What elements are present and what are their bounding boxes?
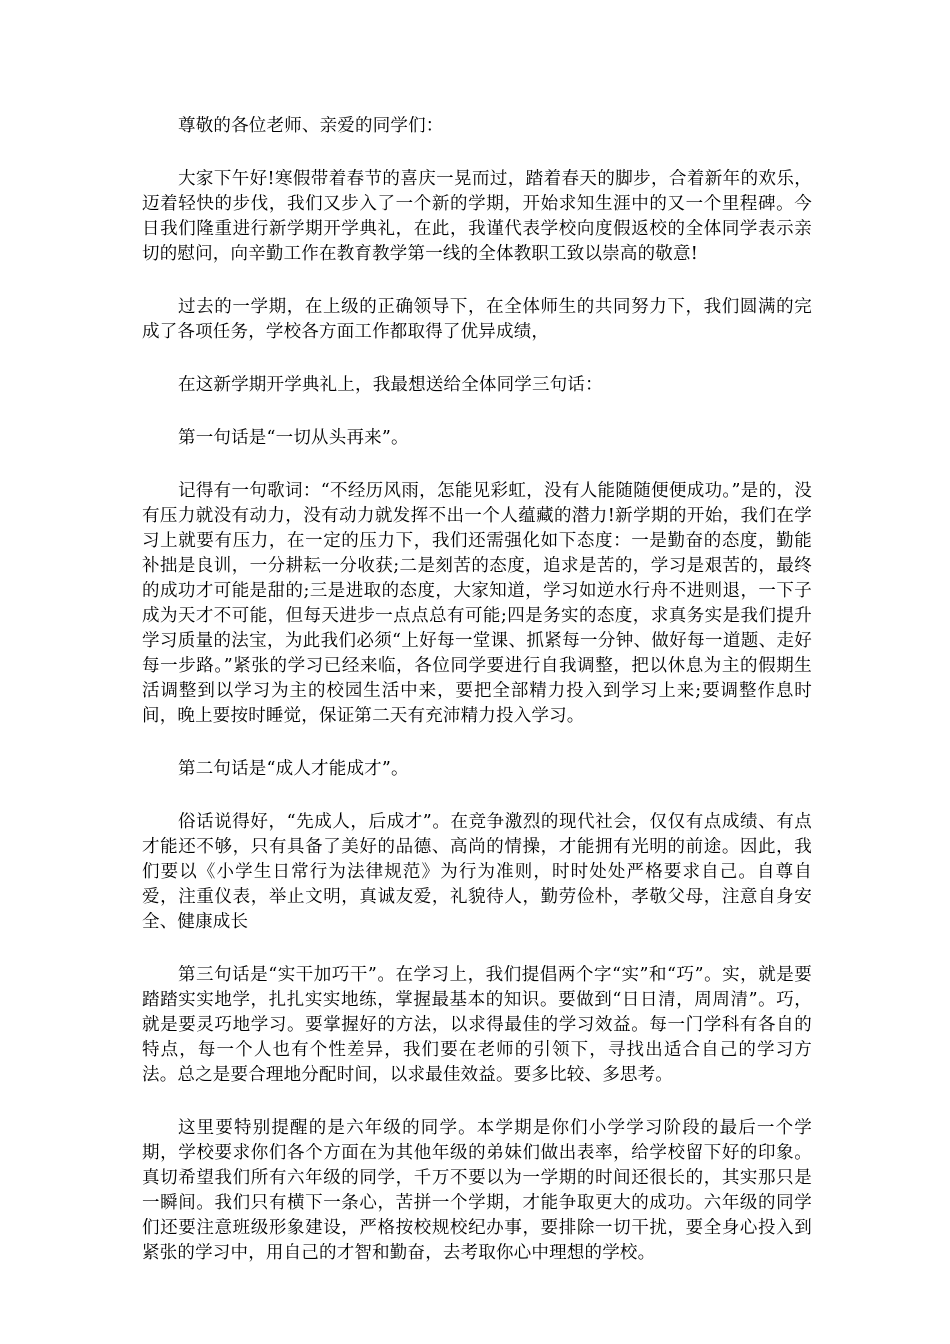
paragraph-sixth-grade: 这里要特别提醒的是六年级的同学。本学期是你们小学学习阶段的最后一个学期，学校要求你们各个方面在为其他年级的弟妹们做出表率，给学校留下好的印象。真切希望我们所有六年级的同学，千万不要以为一学期的时间还很长的，其实那只是一瞬间。我们只有横下一条心，苦拼一个学期，才能争取更大的成功。六年级的同学们还要注意班级形象建设，严格按校规校纪办事，要排除一切干扰，要全身心投入到紧张的学习中，用自己的才智和勤奋，去考取你心中理想的学校。 bbox=[142, 1118, 812, 1263]
paragraph-greeting: 大家下午好!寒假带着春节的喜庆一晃而过，踏着春天的脚步，合着新年的欢乐，迈着轻快的步伐，我们又步入了一个新的学期，开始求知生涯中的又一个里程碑。今日我们隆重进行新学期开学典礼，在此，我谨代表学校向度假返校的全体同学表示亲切的慰问，向辛勤工作在教育教学第一线的全体教职工致以崇高的敬意! bbox=[142, 169, 812, 264]
paragraph-last-semester: 过去的一学期，在上级的正确领导下，在全体师生的共同努力下，我们圆满的完成了各项任务，学校各方面工作都取得了优异成绩， bbox=[142, 297, 812, 342]
heading-second-sentence: 第二句话是“成人才能成才”。 bbox=[178, 759, 409, 779]
heading-first-sentence: 第一句话是“一切从头再来”。 bbox=[178, 428, 409, 448]
paragraph-second-sentence-body: 俗话说得好，“先成人，后成才”。在竞争激烈的现代社会，仅仅有点成绩、有点才能还不够，只有具备了美好的品德、高尚的情操，才能拥有光明的前途。因此，我们要以《小学生日常行为法律规范》为行为准则，时时处处严格要求自己。自尊自爱，注重仪表，举止文明，真诚友爱，礼貌待人，勤劳俭朴，孝敬父母，注意自身安全、健康成长 bbox=[142, 812, 812, 932]
paragraph-three-sentences: 在这新学期开学典礼上，我最想送给全体同学三句话： bbox=[178, 375, 603, 395]
paragraph-first-sentence-body: 记得有一句歌词：“不经历风雨，怎能见彩虹，没有人能随随便便成功。”是的，没有压力就没有动力，没有动力就发挥不出一个人蕴藏的潜力!新学期的开始，我们在学习上就要有压力，在一定的压力下，我们还需强化如下态度：一是勤奋的态度，勤能补拙是良训，一分耕耘一分收获;二是刻苦的态度，追求是苦的，学习是艰苦的，最终的成功才可能是甜的;三是进取的态度，大家知道，学习如逆水行舟不进则退，一下子成为天才不可能，但每天进步一点点总有可能;四是务实的态度，求真务实是我们提升学习质量的法宝，为此我们必须“上好每一堂课、抓紧每一分钟、做好每一道题、走好每一步路。”紧张的学习已经来临，各位同学要进行自我调整，把以休息为主的假期生活调整到以学习为主的校园生活中来，要把全部精力投入到学习上来;要调整作息时间，晚上要按时睡觉，保证第二天有充沛精力投入学习。 bbox=[142, 481, 812, 726]
salutation: 尊敬的各位老师、亲爱的同学们： bbox=[178, 116, 444, 136]
paragraph-third-sentence: 第三句话是“实干加巧干”。在学习上，我们提倡两个字“实”和“巧”。实，就是要踏踏实实地学，扎扎实实地练，掌握最基本的知识。要做到“日日清，周周清”。巧，就是要灵巧地学习。要掌握好的方法，以求得最佳的学习效益。每一门学科有各自的特点，每一个人也有个性差异，我们要在老师的引领下，寻找出适合自己的学习方法。总之是要合理地分配时间，以求最佳效益。要多比较、多思考。 bbox=[142, 965, 812, 1085]
speech-body bbox=[142, 114, 812, 1294]
